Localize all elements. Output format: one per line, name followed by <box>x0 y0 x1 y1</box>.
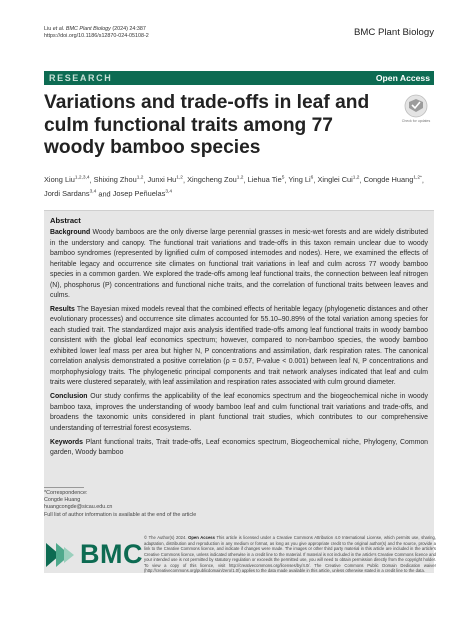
abstract-results: Results The Bayesian mixed models reveal that the combined effects of heritable legacy (phylogenetic distances and other evolutionary processes) and occurrence site climates accounted for 55.10–90.89% of the total variation among species for each studied trait. The standardized major axis analysis identified trade-offs among leaf functional traits in woody bamboo consistent with the global leaf economics spectrum; however, compared to non-bamboo species, the woody bamboo exhibited lower leaf mass per area but higher N, P concentrations and assimilation, dark respiration rates. The canonical correlation analysis demonstrated a positive correlation (ρ = 0.57, P-value < 0.001) between leaf N, P concentrations and morphophysiology traits. The phylogenetic principal components and trait network analyses indicated that leaf and culm traits were clustered separately, with leaf assimilation and respiration rates associated with culm ground diameter. <box>50 305 428 387</box>
bmc-logo-icon <box>44 541 76 569</box>
author-name: Ying Li$^6$ <box>288 175 314 185</box>
citation-header <box>44 26 149 41</box>
author-affiliation: 1,2 <box>136 176 144 181</box>
author-affiliation: 1,2* <box>413 176 422 181</box>
author-affiliation: 1,2 <box>176 176 183 181</box>
abstract-body <box>50 228 428 462</box>
author-affiliation: 5 <box>281 176 285 181</box>
journal-name: BMC Plant Biology <box>354 27 434 38</box>
author-affiliation: 3,4 <box>89 189 97 195</box>
author-name: Jordi Sardans$^{3,4}$ <box>44 189 97 199</box>
author-affiliation: 1,2 <box>236 176 244 181</box>
section-banner <box>44 71 434 85</box>
doi-link[interactable]: https://doi.org/10.1186/s12870-024-05108-2 <box>44 33 149 40</box>
divider <box>44 487 84 488</box>
correspondence-block <box>44 487 194 510</box>
author-name: Xiong Liu$^{1,2,3,4}$ <box>44 175 90 185</box>
author-name: Congde Huang$^{1,2*}$ <box>363 175 422 185</box>
correspondence-name: Congde Huang <box>44 496 81 503</box>
author-name: Xinglei Cui$^{1,2}$ <box>317 175 360 185</box>
article-title: Variations and trade-offs in leaf and culm functional traits among 77 woody bamboo species <box>44 92 370 159</box>
author-affiliation: 3,4 <box>165 189 172 195</box>
abstract-keywords: Keywords Plant functional traits, Trait trade-offs, Leaf economics spectrum, Biogeochemical niche, Phylogeny, Common garden, Woody bamboo <box>50 438 428 457</box>
author-list: Xiong Liu$^{1,2,3,4}$, Shixing Zhou$^{1,2}$, Junxi Hu$^{1,2}$, Xingcheng Zou$^{1,2}$, Liehua Tie$^5$, Ying Li$^6$, Xinglei Cui$^{1,2}$, Congde Huang$^{1,2*}$, Jordi Sardans$^{3,4}$ and Josep Peñuelas$^{3,4}$ <box>44 175 424 199</box>
badge-caption: Check for updates <box>401 119 431 123</box>
author-affiliation: 1,2 <box>352 176 360 181</box>
check-for-updates-icon[interactable] <box>404 94 428 118</box>
abstract-conclusion: Conclusion Our study confirms the applicability of the leaf economics spectrum and the biogeochemical niche in woody bamboo taxa, improves the understanding of woody bamboo leaf and culm functional trait variations and trade-offs, and broadens the taxonomic units considered in plant functional trait studies, which contributes to our comprehensive understanding of terrestrial forest ecosystems. <box>50 393 428 432</box>
bmc-logo-text: BMC <box>80 539 143 569</box>
correspondence-email[interactable]: huangcongde@sicau.edu.cn <box>44 503 113 510</box>
research-label: RESEARCH <box>49 73 113 83</box>
author-name: Josep Peñuelas$^{3,4}$ <box>112 189 172 199</box>
author-name: Shixing Zhou$^{1,2}$ <box>93 175 144 185</box>
abstract-background: Background Woody bamboos are the only diverse large perennial grasses in mesic-wet forests and are widely distributed in the understory and canopy. The functional trait variations and trade-offs in this taxon remain unclear due to woody bamboo syndromes (represented by lignified culm of composed internodes and nodes). Here, we examined the effects of heritable legacy and occurrence site climates on functional trait variations in leaf and culm across 77 woody bamboo species in a common garden. We explored the trade-offs among leaf functional traits, the connection between leaf nitrogen (N), phosphorus (P) concentrations and functional niche traits, and the correlation of functional traits between leaves and culms. <box>50 229 428 299</box>
author-affiliation: 6 <box>310 176 314 181</box>
citation-line: Liu et al. BMC Plant Biology (2024) 24:387 <box>44 26 146 32</box>
author-name: Xingcheng Zou$^{1,2}$ <box>187 175 244 185</box>
abstract-box <box>44 210 434 573</box>
open-access-label: Open Access <box>375 73 430 83</box>
correspondence-label: *Correspondence: <box>44 490 88 496</box>
author-name: Junxi Hu$^{1,2}$ <box>147 175 183 185</box>
author-name: Liehua Tie$^5$ <box>247 175 285 185</box>
abstract-heading: Abstract <box>50 216 81 225</box>
author-affiliation: 1,2,3,4 <box>74 176 90 181</box>
license-text: © The Author(s) 2024. Open Access This article is licensed under a Creative Commons Attribution 4.0 International License, which permits use, sharing, adaptation, distribution and reproduction in any medium or format, as long as you give appropriate credit to the original author(s) and the source, provide a link to the Creative Commons licence, and indicate if changes were made. The images or other third party material in this article are included in the article's Creative Commons licence, unless indicated otherwise in a credit line to the material. If material is not included in the article's Creative Commons licence and your intended use is not permitted by statutory regulation or exceeds the permitted use, you will need to obtain permission directly from the copyright holder. To view a copy of this licence, visit http://creativecommons.org/licenses/by/4.0/. The Creative Commons Public Domain Dedication waiver (http://creativecommons.org/publicdomain/zero/1.0/) applies to the data made available in this article, unless otherwise stated in a credit line to the data. <box>144 535 436 573</box>
full-list-note: Full list of author information is available at the end of the article <box>44 512 197 518</box>
bmc-logo[interactable] <box>44 539 143 569</box>
